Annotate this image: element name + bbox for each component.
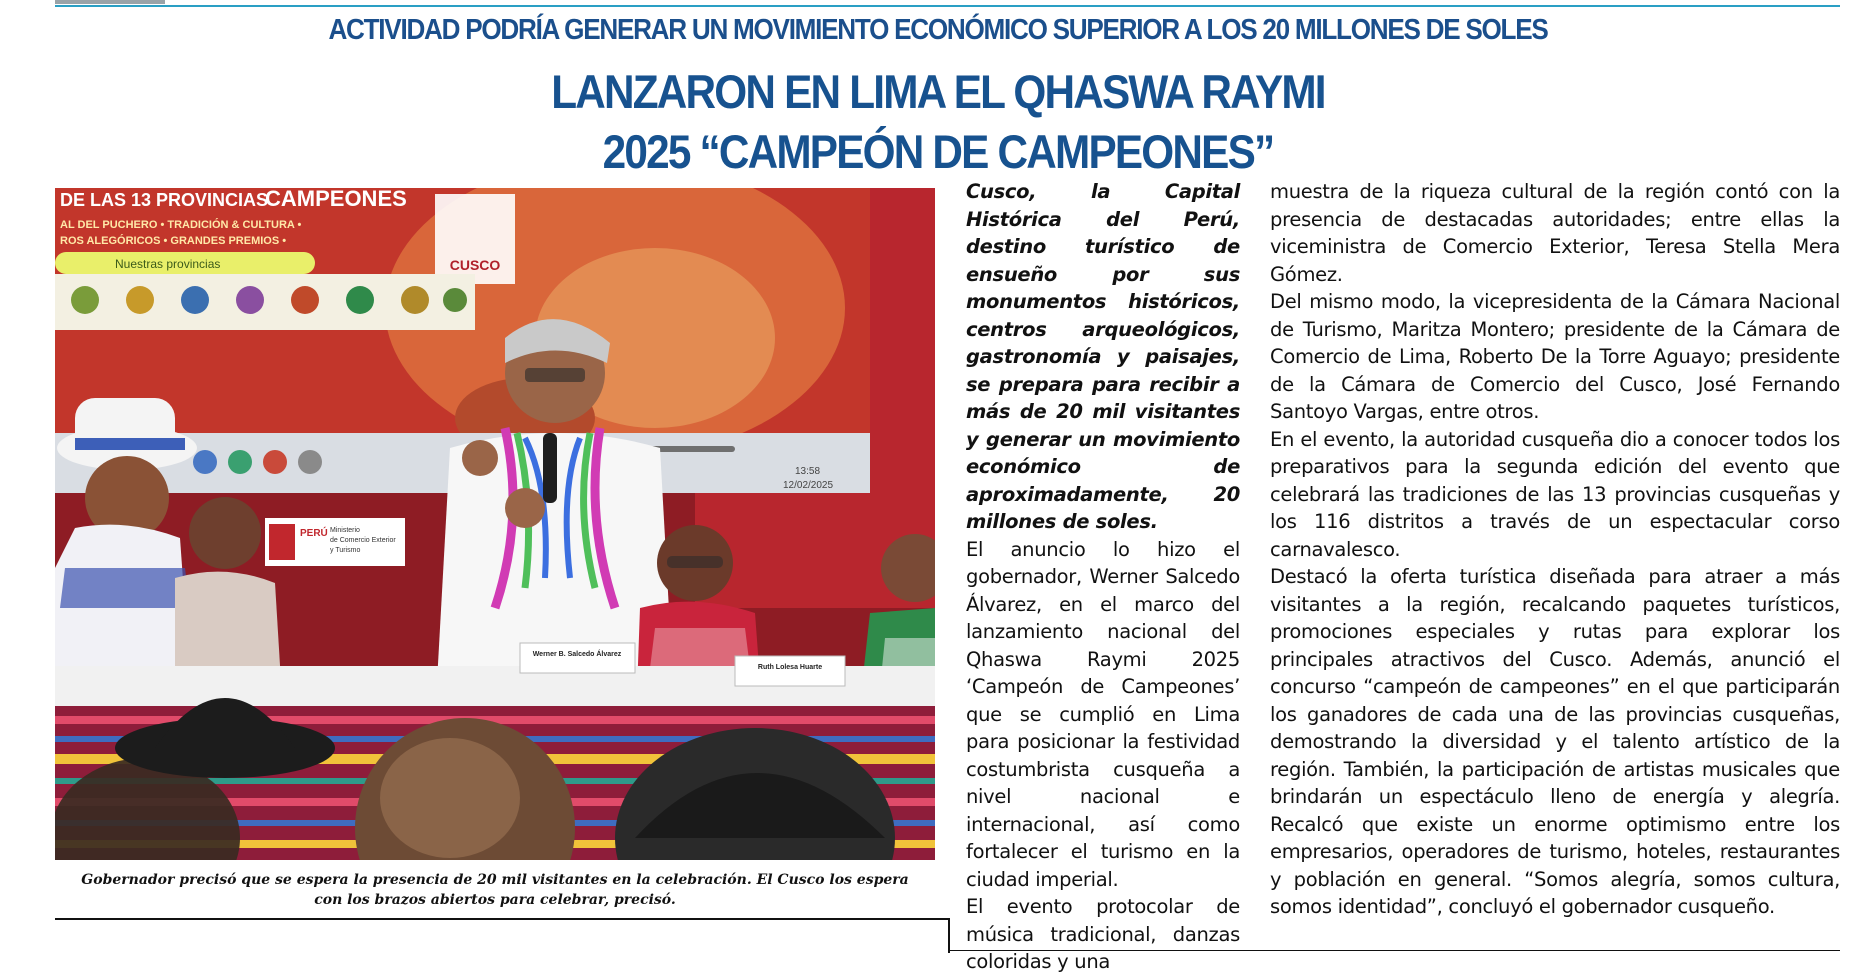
screen-title: CAMPEONES bbox=[265, 188, 407, 211]
banner-ministry-3: y Turismo bbox=[330, 547, 361, 554]
screen-subtitle: DE LAS 13 PROVINCIAS bbox=[60, 190, 269, 210]
screen-date: 12/02/2025 bbox=[783, 480, 834, 491]
screen-provinces: Nuestras provincias bbox=[115, 257, 221, 271]
screen-logo: CUSCO bbox=[449, 257, 501, 273]
banner-ministry-1: Ministerio bbox=[330, 527, 360, 534]
article-paragraph-3: Del mismo modo, la vicepresidenta de la Cámara Nacional de Turismo, Maritza Montero; presidente de la Cámara de Comercio de Lima, Roberto De la Torre Aguayo; presidente de la Cámara de Comercio del Cusco, José Fernando Santoyo Vargas, entre otros. bbox=[1270, 290, 1840, 423]
screen-time: 13:58 bbox=[795, 466, 821, 477]
article-paragraph-4: En el evento, la autoridad cusqueña dio a conocer todos los preparativos para la segunda edición del evento que celebrará las tradiciones de las 13 provincias cusqueñas y los 116 distritos a través de un espectacular corso carnavalesco. bbox=[1270, 427, 1840, 561]
caption-line-2: con los brazos abiertos para celebrar, precisó. bbox=[314, 892, 676, 908]
column-divider bbox=[948, 918, 950, 953]
kicker: ACTIVIDAD PODRÍA GENERAR UN MOVIMIENTO ECONÓMICO SUPERIOR A LOS 20 MILLONES DE SOLES bbox=[328, 14, 1548, 46]
article-paragraph-1: El anuncio lo hizo el gobernador, Werner Salcedo Álvarez, en el marco del lanzamiento nacional del Qhaswa Raymi 2025 ‘Campeón de Campeones’ que se cumplió en Lima para posicionar la festividad costumbrista cusqueña a nivel nacional e internacional, así como fortalecer el turismo en la ciudad imperial. bbox=[966, 537, 1240, 891]
caption-rule bbox=[55, 918, 948, 920]
top-tab bbox=[55, 0, 165, 4]
article-column-middle bbox=[966, 178, 1240, 976]
article-paragraph-2a: El evento protocolar de música tradicional, danzas coloridas y una bbox=[966, 895, 1240, 973]
nameplate-2: Ruth Lolesa Huarte bbox=[757, 664, 823, 671]
article-paragraph-2b: muestra de la riqueza cultural de la región contó con la presencia de destacadas autoridades; entre ellas la viceministra de Comercio Exterior, Teresa Stella Mera Gómez. bbox=[1270, 180, 1840, 286]
banner-ministry-2: de Comercio Exterior bbox=[330, 537, 396, 544]
article-column-right bbox=[1270, 178, 1840, 921]
headline-line-2: 2025 “CAMPEÓN DE CAMPEONES” bbox=[602, 125, 1274, 178]
photo-illustration bbox=[55, 188, 935, 860]
caption-line-1: Gobernador precisó que se espera la presencia de 20 mil visitantes en la celebración. El Cusco los espera bbox=[81, 872, 909, 888]
article-lede: Cusco, la Capital Histórica del Perú, destino turístico de ensueño por sus monumentos históricos, centros arqueológicos, gastronomía y paisajes, se prepara para recibir a más de 20 mil visitantes y generar un movimiento económico de aproximadamente, 20 millones de soles. bbox=[966, 180, 1240, 533]
headline bbox=[94, 62, 1782, 182]
top-rule bbox=[55, 5, 1840, 7]
screen-tags-2: ROS ALEGÓRICOS • GRANDES PREMIOS • bbox=[60, 235, 287, 247]
photo-caption bbox=[55, 870, 935, 910]
banner-brand: PERÚ bbox=[300, 528, 328, 539]
screen-tags-1: AL DEL PUCHERO • TRADICIÓN & CULTURA • bbox=[60, 219, 302, 231]
headline-line-1: LANZARON EN LIMA EL QHASWA RAYMI bbox=[551, 65, 1325, 118]
article-paragraph-5: Destacó la oferta turística diseñada para atraer a más visitantes a la región, recalcando paquetes turísticos, promociones especiales y rutas para explorar los principales atractivos del Cusco. Además, anunció el concurso “campeón de campeones” en el que participarán los ganadores de cada una de las provincias cusqueñas, demostrando la diversidad y el talento artístico de la región. También, la participación de artistas musicales que brindarán un espectáculo lleno de energía y alegría. Recalcó que existe un enorme optimismo entre los empresarios, operadores de turismo, hoteles, restaurantes y población en general. “Somos alegría, somos cultura, somos identidad”, concluyó el gobernador cusqueño. bbox=[1270, 565, 1840, 918]
article-photo bbox=[55, 188, 935, 860]
nameplate-1: Werner B. Salcedo Álvarez bbox=[532, 651, 622, 658]
